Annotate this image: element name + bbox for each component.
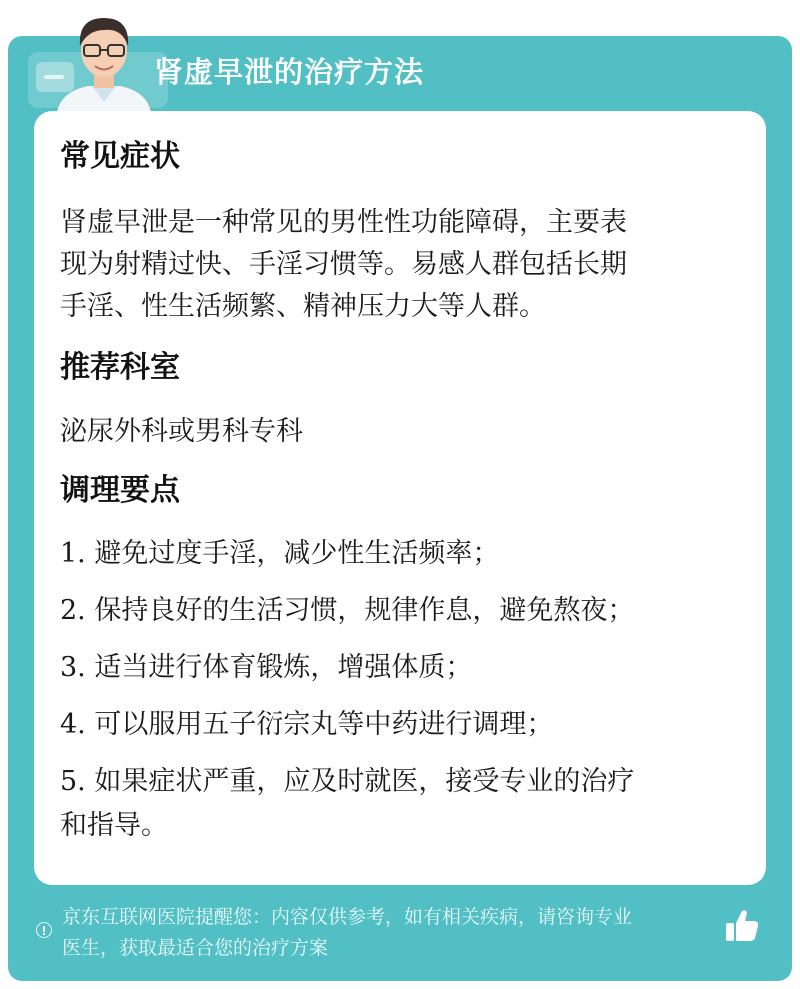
footer-line-2: 医生，获取最适合您的治疗方案 <box>62 937 329 959</box>
list-number: 3. <box>60 652 86 683</box>
department-heading: 推荐科室 <box>60 350 180 385</box>
symptoms-line-2: 现为射精过快、手淫习惯等。易感人群包括长期 <box>60 249 627 280</box>
list-item <box>60 532 730 576</box>
department-text: 泌尿外科或男科专科 <box>60 416 303 447</box>
list-number: 2. <box>60 595 86 626</box>
list-number: 4. <box>60 709 86 740</box>
info-icon <box>36 922 52 938</box>
list-text: 避免过度手淫，减少性生活频率； <box>94 538 500 569</box>
thumbs-up-icon[interactable] <box>722 906 762 946</box>
footer-notice <box>34 900 724 970</box>
list-item <box>60 703 730 747</box>
symptoms-line-1: 肾虚早泄是一种常见的男性性功能障碍，主要表 <box>60 207 627 238</box>
list-item-continuation: 和指导。 <box>60 810 168 841</box>
list-text: 如果症状严重，应及时就医，接受专业的治疗 <box>94 766 635 797</box>
symptoms-line-3: 手淫、性生活频繁、精神压力大等人群。 <box>60 291 546 322</box>
list-text: 可以服用五子衍宗丸等中药进行调理； <box>94 709 554 740</box>
list-item <box>60 589 730 633</box>
care-heading: 调理要点 <box>60 473 180 508</box>
list-number: 1. <box>60 538 86 569</box>
list-item <box>60 646 730 690</box>
list-number: 5. <box>60 766 86 797</box>
footer-line-1: 京东互联网医院提醒您：内容仅供参考，如有相关疾病，请咨询专业 <box>62 906 633 928</box>
content-card <box>34 111 766 885</box>
page-title: 肾虚早泄的治疗方法 <box>154 55 425 89</box>
list-text: 适当进行体育锻炼，增强体质； <box>94 652 473 683</box>
list-item <box>60 760 730 804</box>
symptoms-heading: 常见症状 <box>60 139 180 174</box>
doctor-avatar <box>48 6 160 118</box>
list-text: 保持良好的生活习惯，规律作息，避免熬夜； <box>94 595 635 626</box>
